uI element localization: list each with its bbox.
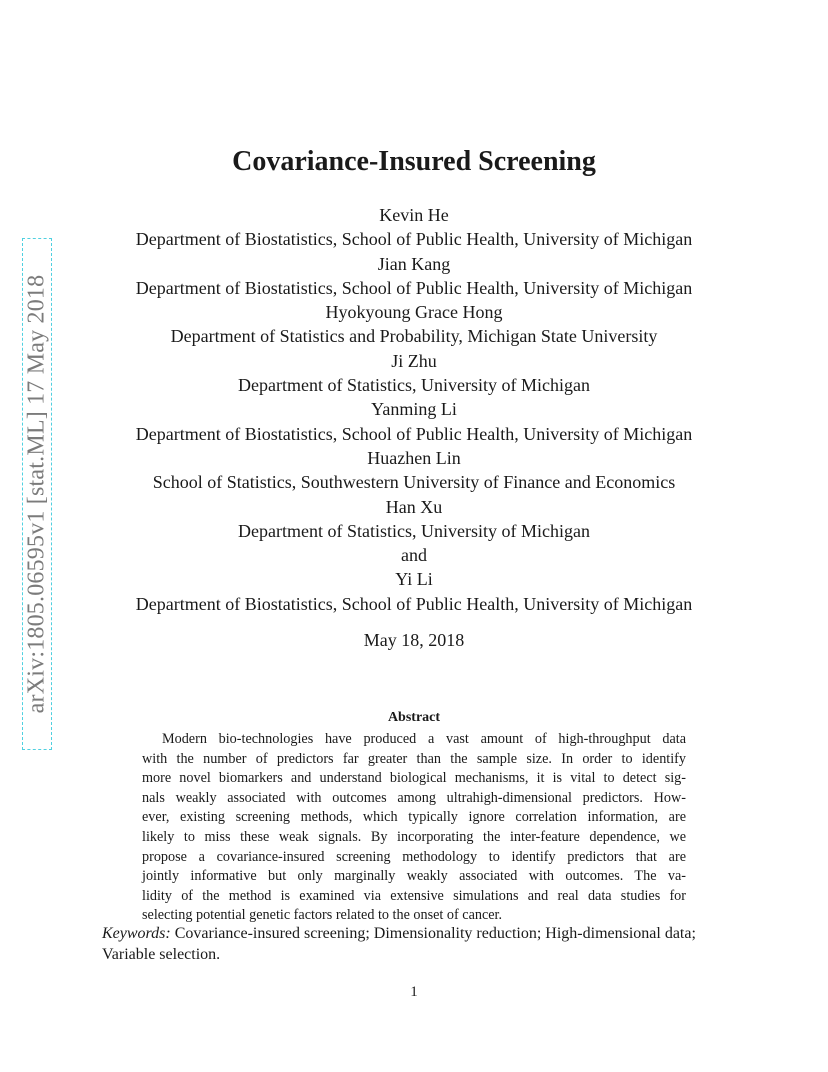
abstract-line: lidity of the method is examined via extensive simulations and real data studies for bbox=[142, 887, 686, 904]
author-affiliation: Department of Biostatistics, School of Public Health, University of Michigan bbox=[135, 229, 693, 250]
author-affiliation: Department of Biostatistics, School of Public Health, University of Michigan bbox=[135, 423, 693, 444]
keywords-line-continued: Variable selection. bbox=[102, 945, 221, 963]
author-affiliation: School of Statistics, Southwestern University of Finance and Economics bbox=[152, 472, 676, 493]
keywords-label: Keywords: bbox=[102, 925, 171, 942]
abstract-line: with the number of predictors far greater than the sample size. In order to identify bbox=[142, 750, 686, 767]
author-affiliation: Department of Biostatistics, School of Public Health, University of Michigan bbox=[135, 593, 693, 614]
author-affiliation: Department of Statistics, University of Michigan bbox=[238, 520, 590, 541]
page-number: 1 bbox=[410, 984, 418, 1000]
paper-date: May 18, 2018 bbox=[363, 630, 465, 650]
keywords-text: Covariance-insured screening; Dimensionality reduction; High-dimensional data; bbox=[170, 925, 696, 942]
arxiv-identifier: arXiv:1805.06595v1 [stat.ML] 17 May 2018 bbox=[23, 274, 50, 714]
author-name: Ji Zhu bbox=[391, 350, 437, 371]
author-affiliation: Department of Statistics, University of Michigan bbox=[238, 375, 590, 396]
author-name: Jian Kang bbox=[377, 253, 451, 274]
author-name: Kevin He bbox=[379, 205, 449, 225]
author-affiliation: Department of Statistics and Probability, Michigan State University bbox=[170, 326, 658, 347]
abstract-body bbox=[142, 730, 686, 926]
abstract-line: selecting potential genetic factors related to the onset of cancer. bbox=[142, 907, 503, 924]
keywords-block bbox=[102, 924, 726, 965]
abstract-heading: Abstract bbox=[387, 710, 441, 725]
abstract-line: jointly informative but only marginally weakly associated with outcomes. The va- bbox=[142, 868, 686, 885]
author-block bbox=[0, 203, 828, 616]
abstract-line: ever, existing screening methods, which typically ignore correlation information, are bbox=[142, 809, 686, 826]
abstract-line: likely to miss these weak signals. By incorporating the inter-feature dependence, we bbox=[142, 828, 686, 845]
abstract-line: nals weakly associated with outcomes among ultrahigh-dimensional predictors. How- bbox=[142, 789, 686, 806]
abstract-line: Modern bio-technologies have produced a vast amount of high-throughput data bbox=[162, 731, 686, 747]
author-affiliation: Department of Biostatistics, School of Public Health, University of Michigan bbox=[135, 277, 693, 298]
author-name: Han Xu bbox=[385, 496, 443, 517]
author-name: Hyokyoung Grace Hong bbox=[325, 302, 503, 323]
and-separator: and bbox=[401, 545, 427, 566]
author-name: Yi Li bbox=[395, 569, 433, 590]
abstract-line: propose a covariance-insured screening methodology to identify predictors that are bbox=[142, 848, 686, 865]
keywords-line bbox=[102, 924, 726, 945]
paper-title: Covariance-Insured Screening bbox=[232, 146, 596, 177]
author-name: Yanming Li bbox=[371, 399, 457, 420]
abstract-line: more novel biomarkers and understand biological mechanisms, it is vital to detect sig- bbox=[142, 770, 686, 787]
author-name: Huazhen Lin bbox=[367, 447, 461, 468]
